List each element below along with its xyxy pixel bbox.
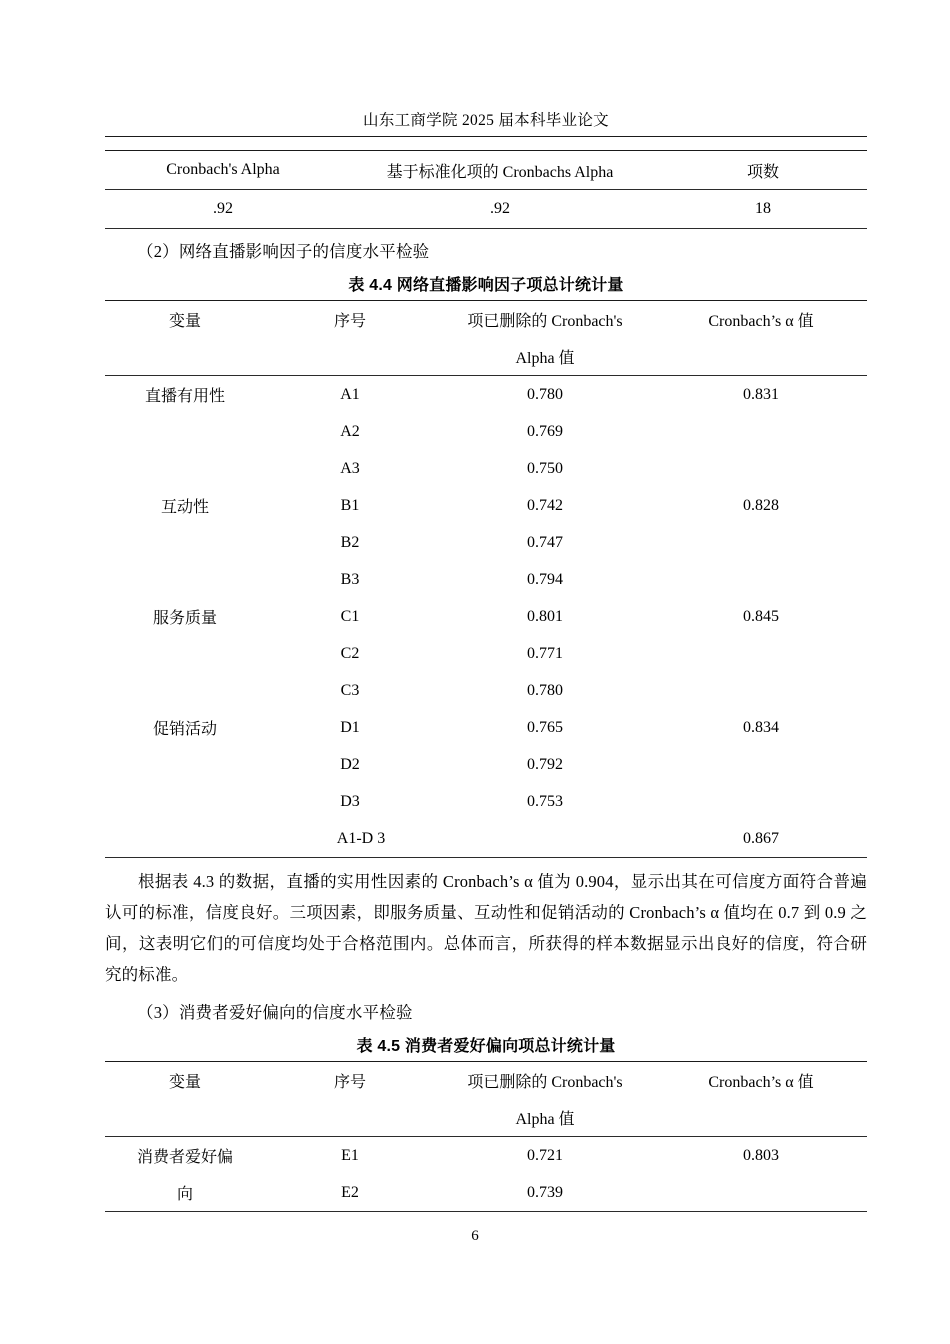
col-header-alpha: Cronbach’s α 值 xyxy=(708,1074,814,1091)
cell-alpha xyxy=(655,561,867,598)
section-heading-2: （2）网络直播影响因子的信度水平检验 xyxy=(137,242,430,261)
col-header-standardized-alpha: 基于标准化项的 Cronbachs Alpha xyxy=(386,163,614,181)
analysis-paragraph: 根据表 4.3 的数据，直播的实用性因素的 Cronbach’s α 值为 0.904，显示出其在可信度方面符合普遍认可的标准，信度良好。三项因素，即服务质量、互动性和促销活动的 Cronbach’s α 值均在 0.7 到 0.9 之间，这表明它们的可信度均处于合格范围内。总体而言，所获得的样本数据显示出良好的信度，符合研究的标准。 xyxy=(105,872,867,984)
table-row xyxy=(105,635,867,672)
cell-code: A3 xyxy=(340,459,360,477)
cell-variable: 消费者爱好偏 xyxy=(136,1149,233,1166)
cell-alpha xyxy=(655,524,867,561)
col-header-cronbach-alpha: Cronbach's Alpha xyxy=(166,161,280,178)
cell-code: B2 xyxy=(340,533,360,551)
cell-alpha xyxy=(655,746,867,783)
cell-deleted-alpha: 0.739 xyxy=(527,1183,563,1201)
table-row-header xyxy=(105,1062,867,1100)
cell-alpha: 0.831 xyxy=(743,385,779,403)
table-row-header xyxy=(105,301,867,339)
cell-item-count: 18 xyxy=(755,200,771,217)
cell-alpha: 0.845 xyxy=(743,607,779,625)
cell-variable: 直播有用性 xyxy=(144,388,225,405)
cell-deleted-alpha: 0.721 xyxy=(527,1146,563,1164)
cell-alpha-total: 0.867 xyxy=(743,829,779,847)
col-header-item-count: 项数 xyxy=(746,163,779,181)
cell-deleted-alpha: 0.747 xyxy=(527,533,563,551)
table-alpha-summary xyxy=(105,150,867,229)
cell-variable xyxy=(105,524,265,561)
subheader-blank xyxy=(265,338,435,376)
table-row xyxy=(105,524,867,561)
table-row xyxy=(105,672,867,709)
table-bottom-rule xyxy=(105,1212,867,1213)
cell-code-range: A1-D 3 xyxy=(336,829,386,847)
cell-variable xyxy=(105,783,265,820)
cell-deleted-alpha: 0.765 xyxy=(527,718,563,736)
table-row xyxy=(105,1174,867,1212)
page-content xyxy=(105,0,867,1212)
table-subheader-row xyxy=(105,338,867,376)
cell-alpha xyxy=(655,672,867,709)
cell-alpha xyxy=(655,1174,867,1212)
table-row-total xyxy=(105,820,867,858)
cell-variable xyxy=(105,413,265,450)
cell-variable: 促销活动 xyxy=(152,721,217,738)
table-row xyxy=(105,709,867,746)
spacer-cell xyxy=(265,1212,435,1213)
col-header-code: 序号 xyxy=(333,313,366,330)
cell-variable xyxy=(105,635,265,672)
cell-code: E2 xyxy=(341,1183,359,1201)
table-row xyxy=(105,598,867,635)
cell-alpha xyxy=(655,783,867,820)
cell-alpha: 0.803 xyxy=(743,1146,779,1164)
cell-standardized-alpha: .92 xyxy=(490,200,510,217)
table-4-4-caption: 表 4.4 网络直播影响因子项总计统计量 xyxy=(348,277,624,294)
col-subheader-alpha-value: Alpha 值 xyxy=(515,350,575,367)
spacer-cell xyxy=(655,1212,867,1213)
cell-deleted-alpha: 0.771 xyxy=(527,644,563,662)
cell-alpha xyxy=(655,450,867,487)
cell-variable: 向 xyxy=(176,1186,193,1203)
col-header-alpha: Cronbach’s α 值 xyxy=(708,313,814,330)
cell-alpha: 0.834 xyxy=(743,718,779,736)
cell-variable: 服务质量 xyxy=(152,610,217,627)
cell-alpha xyxy=(655,635,867,672)
cell-cronbach-alpha: .92 xyxy=(213,200,233,217)
spacer-cell xyxy=(105,1212,265,1213)
table-4-5-caption: 表 4.5 消费者爱好偏向项总计统计量 xyxy=(356,1038,616,1055)
cell-code: C2 xyxy=(340,644,360,662)
cell-deleted-alpha: 0.753 xyxy=(527,792,563,810)
table-row-header xyxy=(105,151,867,190)
table-row xyxy=(105,450,867,487)
cell-deleted-alpha: 0.792 xyxy=(527,755,563,773)
table-row xyxy=(105,561,867,598)
cell-variable xyxy=(105,450,265,487)
table-row xyxy=(105,487,867,524)
subheader-blank xyxy=(265,1099,435,1137)
cell-deleted-alpha: 0.801 xyxy=(527,607,563,625)
cell-code: E1 xyxy=(341,1146,359,1164)
cell-alpha xyxy=(655,413,867,450)
col-subheader-alpha-value: Alpha 值 xyxy=(515,1111,575,1128)
section-heading-3: （3）消费者爱好偏向的信度水平检验 xyxy=(137,1003,413,1022)
running-header: 山东工商学院 2025 届本科毕业论文 xyxy=(363,112,609,129)
cell-deleted-alpha: 0.780 xyxy=(527,385,563,403)
spacer-cell xyxy=(435,1212,655,1213)
table-row xyxy=(105,783,867,820)
col-header-deleted-alpha: 项已删除的 Cronbach's xyxy=(467,313,623,330)
cell-code: D3 xyxy=(340,792,360,810)
cell-code: C3 xyxy=(340,681,360,699)
table-row xyxy=(105,746,867,783)
page-number: 6 xyxy=(471,1228,479,1244)
cell-code: B3 xyxy=(340,570,360,588)
table-row xyxy=(105,376,867,414)
cell-code: D1 xyxy=(340,718,360,736)
table-4-5 xyxy=(105,1061,867,1212)
table-row xyxy=(105,190,867,229)
table-4-4 xyxy=(105,300,867,858)
cell-code: B1 xyxy=(340,496,360,514)
table-subheader-row xyxy=(105,1099,867,1137)
table-row xyxy=(105,413,867,450)
cell-variable xyxy=(105,561,265,598)
cell-code: C1 xyxy=(340,607,360,625)
cell-deleted-alpha xyxy=(435,820,655,858)
table-row xyxy=(105,1137,867,1175)
subheader-blank xyxy=(105,338,265,376)
cell-code: D2 xyxy=(340,755,360,773)
col-header-deleted-alpha: 项已删除的 Cronbach's xyxy=(467,1074,623,1091)
cell-variable xyxy=(105,672,265,709)
cell-deleted-alpha: 0.769 xyxy=(527,422,563,440)
col-header-variable: 变量 xyxy=(168,1074,201,1091)
cell-deleted-alpha: 0.750 xyxy=(527,459,563,477)
subheader-blank xyxy=(655,338,867,376)
col-header-variable: 变量 xyxy=(168,313,201,330)
cell-variable xyxy=(105,746,265,783)
cell-deleted-alpha: 0.794 xyxy=(527,570,563,588)
cell-variable: 互动性 xyxy=(160,499,209,516)
cell-deleted-alpha: 0.742 xyxy=(527,496,563,514)
col-header-code: 序号 xyxy=(333,1074,366,1091)
subheader-blank xyxy=(105,1099,265,1137)
cell-code: A2 xyxy=(340,422,360,440)
cell-variable xyxy=(105,820,265,858)
cell-alpha: 0.828 xyxy=(743,496,779,514)
cell-code: A1 xyxy=(340,385,360,403)
cell-deleted-alpha: 0.780 xyxy=(527,681,563,699)
subheader-blank xyxy=(655,1099,867,1137)
